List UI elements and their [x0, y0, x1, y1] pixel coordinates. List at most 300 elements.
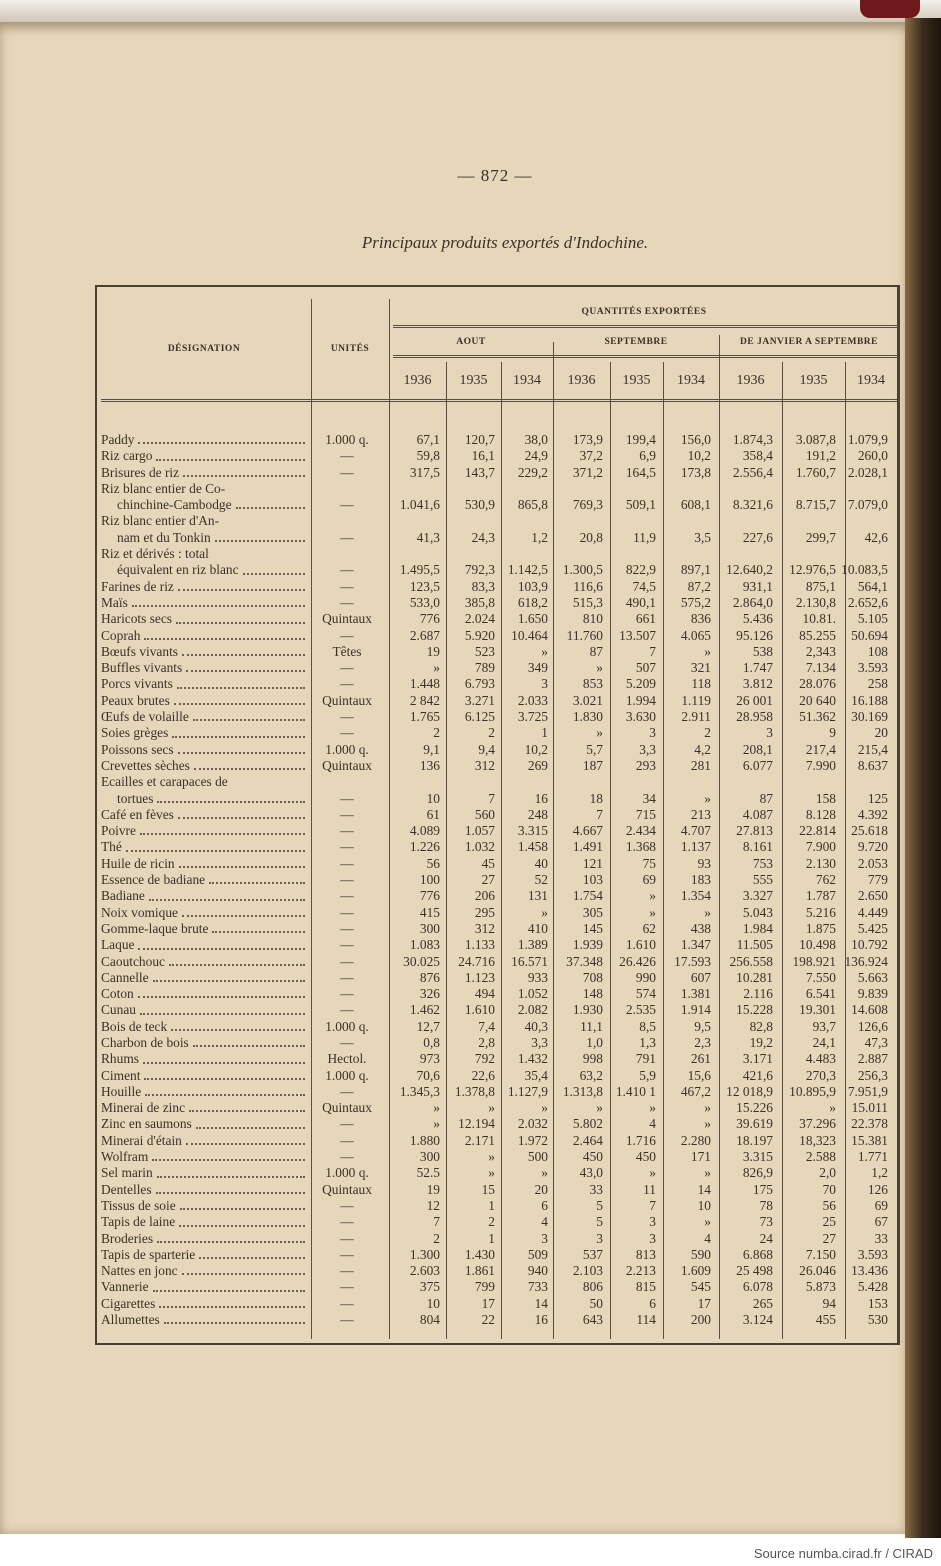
dot-leader: [243, 562, 305, 574]
value-cell: 1.650: [517, 611, 548, 627]
value-cell: 156,0: [680, 432, 711, 447]
designation-cell: [97, 872, 307, 888]
designation-cell: [97, 970, 307, 986]
value-cell: 2.535: [625, 1002, 656, 1018]
value-cell: 560: [474, 806, 495, 822]
value-cell: 3.327: [742, 888, 773, 904]
value-cell: 792: [474, 1051, 495, 1067]
value-cell: 2 842: [409, 692, 440, 708]
designation-cell: [97, 774, 307, 807]
unit-cell: —: [340, 627, 354, 643]
dot-leader: [156, 448, 305, 460]
value-cell: 494: [474, 986, 495, 1002]
value-cell: 12: [426, 1197, 440, 1213]
value-cell: 56: [426, 855, 440, 871]
value-cell: 1.495,5: [399, 562, 440, 578]
table-row: [97, 611, 897, 627]
value-cell: 2.082: [517, 1002, 548, 1018]
value-cell: 10: [426, 790, 440, 806]
value-cell: 358,4: [742, 448, 773, 464]
product-name: Allumettes: [101, 1312, 160, 1328]
value-cell: 34: [642, 790, 656, 806]
value-cell: »: [433, 1100, 440, 1116]
dot-leader: [174, 693, 305, 705]
value-cell: 3.593: [857, 1246, 888, 1262]
value-cell: 37,2: [579, 448, 603, 464]
product-name: Bœufs vivants: [101, 643, 178, 659]
value-cell: 6.078: [742, 1279, 773, 1295]
value-cell: 1.119: [681, 692, 711, 708]
table-row: [97, 921, 897, 937]
value-cell: 3,3: [531, 1034, 548, 1050]
product-name: Coton: [101, 986, 134, 1002]
value-cell: 82,8: [749, 1018, 773, 1034]
value-cell: 5: [596, 1197, 603, 1213]
value-cell: 538: [752, 643, 773, 659]
value-cell: 1.874,3: [732, 432, 773, 447]
product-name: Coprah: [101, 627, 141, 643]
value-cell: 123,5: [409, 578, 440, 594]
value-cell: 67: [874, 1214, 888, 1230]
value-cell: 1.448: [409, 676, 440, 692]
table-row: [97, 1263, 897, 1279]
unit-cell: 1.000 q.: [325, 1165, 369, 1181]
value-cell: 1.765: [409, 709, 440, 725]
unit-cell: —: [340, 1279, 354, 1295]
value-cell: 17: [481, 1295, 495, 1311]
product-name: Tapis de laine: [101, 1214, 176, 1230]
value-cell: 5.428: [857, 1279, 888, 1295]
value-cell: 199,4: [625, 432, 656, 447]
product-name: Bois de teck: [101, 1018, 168, 1034]
designation-cell: [97, 644, 307, 660]
product-name: Minerai d'étain: [101, 1132, 182, 1148]
value-cell: 145: [582, 920, 603, 936]
product-name: Peaux brutes: [101, 692, 170, 708]
product-name: Cannelle: [101, 969, 149, 985]
dot-leader: [140, 1002, 305, 1014]
value-cell: 931,1: [742, 578, 773, 594]
value-cell: 33: [589, 1181, 603, 1197]
value-cell: 175: [752, 1181, 773, 1197]
value-cell: 2.434: [625, 823, 656, 839]
value-cell: 136.924: [844, 953, 888, 969]
header-rule: [393, 325, 898, 328]
value-cell: 6.125: [464, 709, 495, 725]
value-cell: 533,0: [409, 594, 440, 610]
value-cell: 5.105: [857, 611, 888, 627]
value-cell: 27: [822, 1230, 836, 1246]
value-cell: 3.593: [857, 660, 888, 676]
designation-cell: [97, 823, 307, 839]
dot-leader: [157, 1165, 305, 1177]
value-cell: 545: [690, 1279, 711, 1295]
value-cell: 100: [419, 872, 440, 888]
value-cell: 1.300: [409, 1246, 440, 1262]
table-row: [97, 1068, 897, 1084]
table-row: [97, 970, 897, 986]
value-cell: 792,3: [464, 562, 495, 578]
value-cell: 14.608: [851, 1002, 888, 1018]
year-header: 1934: [677, 373, 705, 388]
value-cell: 940: [527, 1263, 548, 1279]
value-cell: 2,8: [478, 1034, 495, 1050]
value-cell: 1.133: [464, 937, 495, 953]
designation-cell: [97, 579, 307, 595]
unit-cell: —: [340, 839, 354, 855]
table-row: [97, 1051, 897, 1067]
value-cell: 990: [635, 969, 656, 985]
value-cell: 74,5: [632, 578, 656, 594]
value-cell: 18.197: [736, 1132, 773, 1148]
value-cell: 973: [419, 1051, 440, 1067]
unit-cell: —: [340, 1246, 354, 1262]
dot-leader: [157, 791, 305, 803]
unit-cell: 1.000 q.: [325, 1067, 369, 1083]
value-cell: 1.300,5: [562, 562, 603, 578]
value-cell: 3.725: [517, 709, 548, 725]
value-cell: 173,8: [680, 464, 711, 480]
designation-cell: [97, 905, 307, 921]
product-name: Sel marin: [101, 1165, 153, 1181]
value-cell: 5.802: [572, 1116, 603, 1132]
unit-cell: —: [340, 464, 354, 480]
value-cell: 18,323: [799, 1132, 836, 1148]
value-cell: 15.228: [736, 1002, 773, 1018]
value-cell: 1.771: [857, 1149, 888, 1165]
value-cell: 1.610: [464, 1002, 495, 1018]
designation-cell: [97, 1214, 307, 1230]
value-cell: 148: [582, 986, 603, 1002]
value-cell: 8,5: [639, 1018, 656, 1034]
product-name: Soies grèges: [101, 725, 169, 741]
value-cell: 4: [704, 1230, 711, 1246]
value-cell: 17: [697, 1295, 711, 1311]
value-cell: »: [649, 904, 656, 920]
value-cell: 69: [642, 872, 656, 888]
value-cell: 4.065: [680, 627, 711, 643]
value-cell: 3,3: [639, 741, 656, 757]
value-cell: 1.079,9: [847, 432, 888, 447]
value-cell: 349: [527, 660, 548, 676]
value-cell: 28.958: [736, 709, 773, 725]
unit-cell: Quintaux: [322, 611, 372, 627]
value-cell: 317,5: [409, 464, 440, 480]
value-cell: 22.378: [851, 1116, 888, 1132]
unit-cell: —: [340, 1312, 354, 1328]
bookmark-ribbon: [860, 0, 920, 18]
value-cell: 19,2: [749, 1034, 773, 1050]
value-cell: 62: [642, 920, 656, 936]
value-cell: 4.449: [857, 904, 888, 920]
value-cell: 39.619: [736, 1116, 773, 1132]
unit-cell: 1.000 q.: [325, 1018, 369, 1034]
value-cell: 11.505: [736, 937, 773, 953]
product-name: Cigarettes: [101, 1295, 156, 1311]
unit-cell: —: [340, 937, 354, 953]
designation-cell: [97, 1198, 307, 1214]
dot-leader: [182, 1263, 305, 1275]
product-name: Ecailles et carapaces de: [101, 774, 228, 790]
table-row: [97, 693, 897, 709]
value-cell: 5.873: [805, 1279, 836, 1295]
product-name: Poivre: [101, 823, 136, 839]
value-cell: 421,6: [742, 1067, 773, 1083]
product-name: Zinc en saumons: [101, 1116, 192, 1132]
value-cell: 136: [419, 757, 440, 773]
unit-cell: Quintaux: [322, 692, 372, 708]
value-cell: 5.920: [464, 627, 495, 643]
unit-cell: —: [340, 953, 354, 969]
value-cell: 213: [690, 806, 711, 822]
dot-leader: [236, 497, 305, 509]
value-cell: 70,6: [416, 1067, 440, 1083]
value-cell: 198.921: [792, 953, 836, 969]
value-cell: 1.972: [517, 1132, 548, 1148]
product-name: Crevettes sèches: [101, 757, 190, 773]
value-cell: 7.150: [805, 1246, 836, 1262]
value-cell: »: [704, 904, 711, 920]
table-row: [97, 546, 897, 579]
value-cell: 312: [474, 920, 495, 936]
value-cell: 125: [867, 790, 888, 806]
table-row: [97, 1279, 897, 1295]
unit-cell: —: [340, 823, 354, 839]
unit-cell: —: [340, 529, 354, 545]
designation-cell: [97, 693, 307, 709]
value-cell: 2.556,4: [732, 464, 773, 480]
value-cell: 2.687: [409, 627, 440, 643]
value-cell: 51.362: [799, 709, 836, 725]
value-cell: 108: [867, 643, 888, 659]
value-cell: »: [488, 1165, 495, 1181]
value-cell: 3,5: [694, 529, 711, 545]
value-cell: 1: [541, 725, 548, 741]
value-cell: 8.321,6: [732, 497, 773, 513]
value-cell: 20,8: [579, 529, 603, 545]
value-cell: 826,9: [742, 1165, 773, 1181]
product-name: Cunau: [101, 1002, 136, 1018]
table-row: [97, 872, 897, 888]
dot-leader: [180, 1198, 305, 1210]
value-cell: 2.652,6: [847, 594, 888, 610]
value-cell: 94: [822, 1295, 836, 1311]
value-cell: 2: [433, 725, 440, 741]
header-rule: [101, 399, 897, 402]
value-cell: 564,1: [857, 578, 888, 594]
value-cell: 1.491: [572, 839, 603, 855]
product-name: Buffles vivants: [101, 660, 183, 676]
value-cell: 103: [582, 872, 603, 888]
designation-cell: [97, 628, 307, 644]
value-cell: 11,1: [580, 1018, 603, 1034]
table-row: [97, 676, 897, 692]
designation-cell: [97, 954, 307, 970]
value-cell: 9.720: [857, 839, 888, 855]
value-cell: 415: [419, 904, 440, 920]
value-cell: 50: [589, 1295, 603, 1311]
value-cell: 7: [596, 806, 603, 822]
unit-cell: —: [340, 790, 354, 806]
value-cell: 733: [527, 1279, 548, 1295]
value-cell: 217,4: [805, 741, 836, 757]
designation-cell: [97, 937, 307, 953]
dot-leader: [199, 1247, 305, 1259]
value-cell: 50.694: [851, 627, 888, 643]
value-cell: 321: [690, 660, 711, 676]
value-cell: 1.345,3: [399, 1083, 440, 1099]
value-cell: 1.930: [572, 1002, 603, 1018]
value-cell: 75: [642, 855, 656, 871]
value-cell: 3.271: [464, 692, 495, 708]
unit-cell: —: [340, 1002, 354, 1018]
dot-leader: [156, 1182, 305, 1194]
unit-cell: —: [340, 855, 354, 871]
unit-cell: —: [340, 1034, 354, 1050]
value-cell: 523: [474, 643, 495, 659]
dot-leader: [186, 1133, 305, 1145]
value-cell: 7: [649, 643, 656, 659]
unit-cell: Quintaux: [322, 757, 372, 773]
designation-cell: [97, 595, 307, 611]
table-row: [97, 1198, 897, 1214]
value-cell: 776: [419, 888, 440, 904]
product-name: Essence de badiane: [101, 872, 206, 888]
value-cell: 38,0: [524, 432, 548, 447]
value-cell: 87: [759, 790, 773, 806]
value-cell: 5.663: [857, 969, 888, 985]
value-cell: 143,7: [464, 464, 495, 480]
designation-cell: [97, 1231, 307, 1247]
value-cell: »: [829, 1100, 836, 1116]
dot-leader: [212, 921, 305, 933]
value-cell: 300: [419, 1149, 440, 1165]
value-cell: 281: [690, 757, 711, 773]
value-cell: 52.5: [416, 1165, 440, 1181]
value-cell: 450: [635, 1149, 656, 1165]
value-cell: 791: [635, 1051, 656, 1067]
unit-cell: —: [340, 725, 354, 741]
value-cell: 4.483: [805, 1051, 836, 1067]
unit-cell: —: [340, 986, 354, 1002]
value-cell: 8.161: [742, 839, 773, 855]
table-row: [97, 628, 897, 644]
value-cell: 22: [481, 1312, 495, 1328]
value-cell: 1.137: [680, 839, 711, 855]
value-cell: 608,1: [680, 497, 711, 513]
value-cell: 12,7: [416, 1018, 440, 1034]
value-cell: 93,7: [812, 1018, 836, 1034]
unit-cell: —: [340, 578, 354, 594]
dot-leader: [140, 823, 305, 835]
table-row: [97, 888, 897, 904]
value-cell: 515,3: [572, 594, 603, 610]
value-cell: 131: [527, 888, 548, 904]
value-cell: 126: [867, 1181, 888, 1197]
value-cell: 40: [534, 855, 548, 871]
value-cell: 24.716: [458, 953, 495, 969]
unit-cell: —: [340, 969, 354, 985]
dot-leader: [143, 1051, 305, 1063]
designation-cell: [97, 1084, 307, 1100]
product-name: Thé: [101, 839, 122, 855]
year-header: 1935: [459, 373, 488, 388]
dot-leader: [178, 579, 305, 591]
product-name: tortues: [117, 790, 154, 806]
value-cell: 438: [690, 920, 711, 936]
value-cell: 876: [419, 969, 440, 985]
value-cell: 227,6: [742, 529, 773, 545]
value-cell: 118: [691, 676, 711, 692]
value-cell: 16.188: [851, 692, 888, 708]
value-cell: 853: [582, 676, 603, 692]
year-header: 1935: [799, 373, 828, 388]
table-row: [97, 758, 897, 774]
table-row: [97, 709, 897, 725]
dot-leader: [196, 1116, 305, 1128]
dot-leader: [159, 1296, 305, 1308]
dot-leader: [164, 1312, 305, 1324]
value-cell: 5.043: [742, 904, 773, 920]
value-cell: »: [541, 1165, 548, 1181]
value-cell: 52: [534, 872, 548, 888]
value-cell: 1.861: [464, 1263, 495, 1279]
value-cell: 2.864,0: [732, 594, 773, 610]
table-row: [97, 1214, 897, 1230]
value-cell: 69: [874, 1197, 888, 1213]
value-cell: 4,2: [694, 741, 711, 757]
value-cell: 815: [635, 1279, 656, 1295]
designation-cell: [97, 611, 307, 627]
value-cell: 1.041,6: [399, 497, 440, 513]
unit-cell: —: [340, 562, 354, 578]
value-cell: 1.787: [805, 888, 836, 904]
table-row: [97, 823, 897, 839]
value-cell: 183: [690, 872, 711, 888]
dot-leader: [179, 1214, 305, 1226]
value-cell: 4: [541, 1214, 548, 1230]
designation-cell: [97, 465, 307, 481]
dot-leader: [177, 676, 305, 688]
unit-cell: —: [340, 1116, 354, 1132]
designation-cell: [97, 546, 307, 579]
value-cell: 2.130: [805, 855, 836, 871]
designation-cell: [97, 1116, 307, 1132]
table-row: [97, 856, 897, 872]
dot-leader: [183, 465, 305, 477]
table-row: [97, 513, 897, 546]
unit-cell: Quintaux: [322, 1100, 372, 1116]
value-cell: 35,4: [524, 1067, 548, 1083]
value-cell: 2.130,8: [795, 594, 836, 610]
value-cell: 12 018,9: [726, 1083, 773, 1099]
value-cell: 3.171: [742, 1051, 773, 1067]
year-header: 1935: [622, 373, 651, 388]
value-cell: 114: [636, 1312, 656, 1328]
value-cell: 5.436: [742, 611, 773, 627]
product-name: Nattes en jonc: [101, 1263, 178, 1279]
table-row: [97, 905, 897, 921]
table-row: [97, 1133, 897, 1149]
value-cell: 6.077: [742, 757, 773, 773]
value-cell: 14: [697, 1181, 711, 1197]
value-cell: 5.216: [805, 904, 836, 920]
value-cell: 20 640: [799, 692, 836, 708]
value-cell: 4.667: [572, 823, 603, 839]
value-cell: 1.875: [805, 920, 836, 936]
dot-leader: [138, 432, 305, 444]
value-cell: »: [596, 725, 603, 741]
